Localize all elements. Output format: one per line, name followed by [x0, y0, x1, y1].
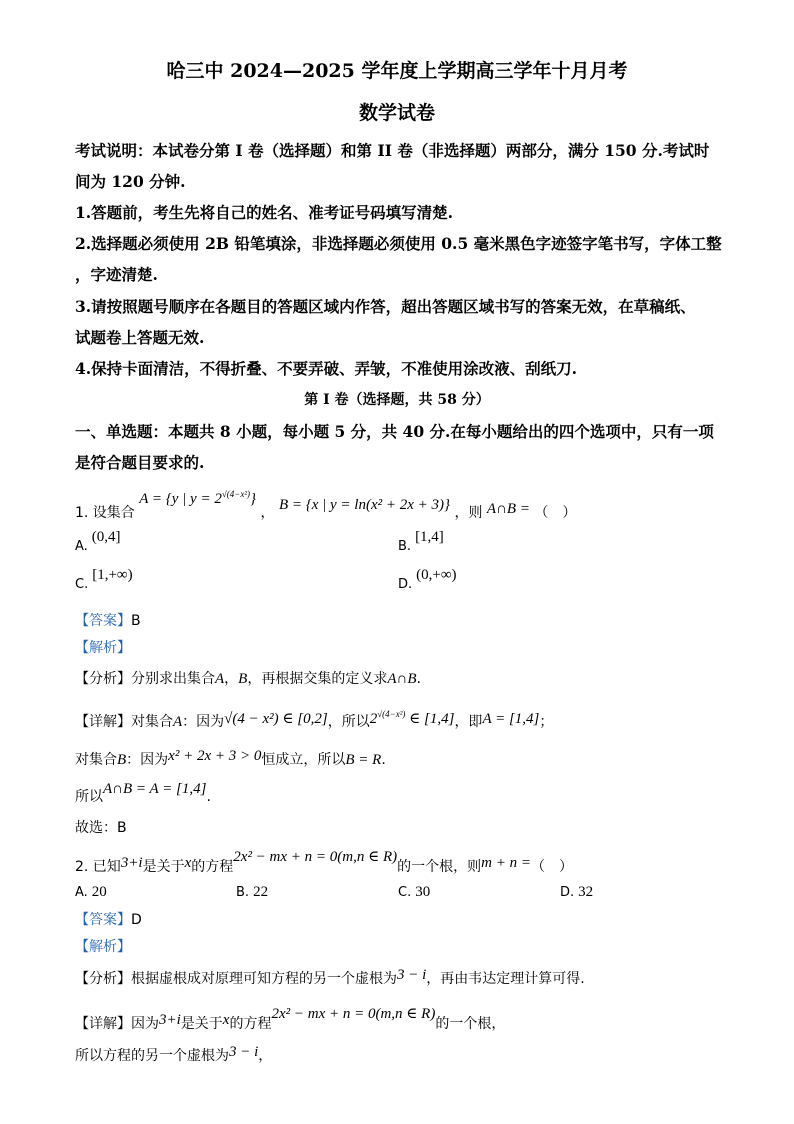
question-2: 2. 已知3+i是关于x的方程2x² − mx + n = 0(m,n ∈ R)的一个根，则m + n =（ ） — [75, 849, 573, 875]
instructions-item-4: 4.保持卡面清洁，不得折叠、不要弄破、弄皱，不准使用涂改液、刮纸刀. — [75, 359, 578, 378]
answer-tag: 【答案】 — [75, 912, 131, 928]
q2-answer-value: D — [131, 912, 142, 928]
q2-detail-line2: 所以方程的另一个虚根为3 − i， — [75, 1044, 273, 1064]
q1-separator: ， — [260, 505, 275, 521]
q1-detail-line2: 对集合B：因为x² + 2x + 3 > 0恒成立，所以B = R. — [75, 748, 386, 768]
q1-prefix: 1. 设集合 — [75, 505, 135, 521]
q1-answer-value: B — [131, 613, 141, 629]
answer-tag: 【答案】 — [75, 613, 131, 629]
q2-option-b: B. 22 — [236, 884, 269, 900]
q1-set-b: B = {x | y = ln(x² + 2x + 3)} — [278, 497, 451, 513]
q1-option-a: A.(0,4] — [75, 529, 121, 554]
q2-option-a: A. 20 — [75, 884, 107, 900]
part1-heading-line1: 一、单选题：本题共 8 小题，每小题 5 分，共 40 分.在每小题给出的四个选项中，只有一项 — [75, 422, 714, 441]
q1-paren: （ ） — [534, 505, 577, 521]
q2-option-c: C. 30 — [398, 884, 431, 900]
q1-analysis-tag: 【解析】 — [75, 640, 131, 656]
exam-title: 哈三中 2024—2025 学年度上学期高三学年十月月考 — [166, 60, 628, 82]
q1-detail-line1: 【详解】对集合A：因为√(4 − x²) ∈ [0,2]，所以$2^{√(4-x^2)}$ ∈ [1,4]，即A = [1,4]； — [75, 709, 554, 730]
question-1 — [75, 489, 577, 522]
q1-suffix: ，则 — [454, 505, 483, 521]
instructions-intro-line1: 考试说明：本试卷分第 I 卷（选择题）和第 II 卷（非选择题）两部分，满分 150 分.考试时 — [75, 141, 710, 160]
instructions-intro-line2: 间为 120 分钟. — [75, 172, 186, 191]
instructions-item-1: 1.答题前，考生先将自己的姓名、准考证号码填写清楚. — [75, 203, 454, 222]
q2-paren: （ ） — [530, 859, 573, 875]
q1-detail-line3: 所以A∩B = A = [1,4]. — [75, 781, 211, 805]
instructions-item-3-line1: 3.请按照题号顺序在各题目的答题区域内作答，超出答题区域书写的答案无效，在草稿纸、 — [75, 297, 696, 316]
exam-subtitle: 数学试卷 — [358, 102, 435, 124]
instructions-item-2-line2: ，字迹清楚. — [75, 265, 158, 284]
q1-option-b: B.[1,4] — [398, 529, 444, 554]
q1-set-a: A = {y | $y = 2^{√(4-x^2)}$} — [139, 489, 257, 507]
q1-conclusion: 故选：B — [75, 820, 127, 836]
q2-fenxi: 【分析】根据虚根成对原理可知方程的另一个虚根为3 − i，再由韦达定理计算可得. — [75, 967, 585, 987]
q1-option-c: C.[1,+∞) — [75, 567, 133, 592]
q2-answer — [75, 909, 142, 929]
instructions-item-3-line2: 试题卷上答题无效. — [75, 328, 205, 347]
instructions-item-2-line1: 2.选择题必须使用 2B 铅笔填涂，非选择题必须使用 0.5 毫米黑色字迹签字笔书写，字体工整 — [75, 234, 722, 253]
q2-analysis-tag: 【解析】 — [75, 939, 131, 955]
part1-heading-line2: 是符合题目要求的. — [75, 453, 205, 472]
q1-answer — [75, 610, 141, 630]
q1-option-d: D.(0,+∞) — [398, 567, 457, 592]
q1-fenxi: 【分析】分别求出集合A，B，再根据交集的定义求A∩B. — [75, 671, 421, 687]
q2-option-d: D. 32 — [560, 884, 594, 900]
q2-detail-line1: 【详解】因为3+i是关于x的方程2x² − mx + n = 0(m,n ∈ R)的一个根， — [75, 1006, 506, 1032]
q1-expression: A∩B = — [486, 501, 530, 517]
section-title: 第 I 卷（选择题，共 58 分） — [304, 392, 490, 408]
